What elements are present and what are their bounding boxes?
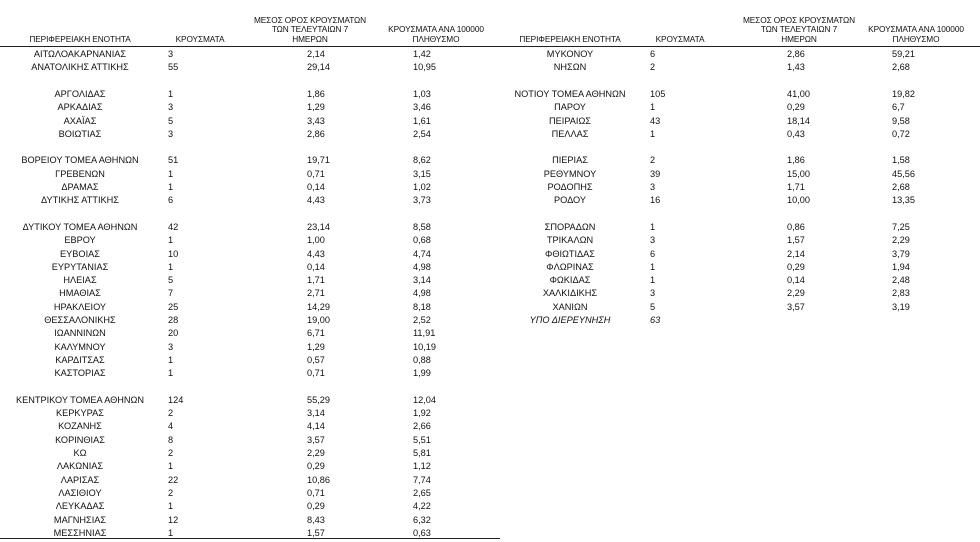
cases-value: 51 — [168, 155, 179, 166]
region-name: ΑΙΤΩΛΟΑΚΑΡΝΑΝΙΑΣ — [33, 49, 127, 59]
region-name: ΚΑΡΔΙΤΣΑΣ — [55, 354, 105, 365]
per100k-value: 2,29 — [892, 235, 910, 246]
region-name: ΦΩΚΙΔΑΣ — [549, 275, 591, 286]
avg-value: 2,86 — [787, 49, 805, 59]
per100k-value: 1,58 — [892, 155, 910, 166]
cases-value: 28 — [168, 315, 179, 325]
table-row — [0, 261, 500, 274]
table-bottom-rule — [0, 538, 500, 539]
avg-value: 0,29 — [307, 461, 325, 472]
per100k-value: 3,19 — [892, 301, 910, 312]
per100k-value: 4,98 — [413, 261, 431, 272]
region-name: ΓΡΕΒΕΝΩΝ — [55, 168, 105, 179]
table-row — [0, 514, 500, 527]
cases-value: 10 — [168, 248, 179, 259]
cases-value: 3 — [650, 235, 656, 246]
cases-value: 3 — [168, 49, 174, 59]
cases-value: 42 — [168, 221, 179, 232]
table-row — [0, 154, 500, 167]
avg-value: 2,14 — [787, 248, 805, 259]
avg-value: 0,29 — [787, 261, 805, 272]
region-name: ΛΑΡΙΣΑΣ — [60, 474, 100, 485]
region-name: ΛΑΚΩΝΙΑΣ — [56, 461, 104, 472]
table-row — [0, 287, 500, 300]
cases-value: 1 — [650, 275, 656, 286]
table-row — [0, 460, 500, 473]
region-name: ΧΑΛΚΙΔΙΚΗΣ — [542, 288, 598, 299]
cases-value: 63 — [650, 315, 661, 325]
avg-value: 19,00 — [307, 315, 330, 325]
per100k-value: 6,7 — [892, 102, 905, 113]
per100k-value: 8,62 — [413, 155, 431, 166]
cases-value: 8 — [168, 434, 174, 445]
table-row — [500, 128, 980, 141]
region-name: ΑΧΑΪΑΣ — [63, 115, 97, 126]
table-row — [500, 61, 980, 74]
region-name: ΚΑΛΥΜΝΟΥ — [54, 341, 106, 352]
region-name: ΥΠΟ ΔΙΕΡΕΥΝΗΣΗ — [529, 315, 611, 325]
per100k-value: 59,21 — [892, 49, 915, 59]
cases-value: 22 — [168, 474, 179, 485]
region-name: ΚΑΣΤΟΡΙΑΣ — [54, 368, 106, 379]
cases-value: 1 — [650, 128, 656, 139]
avg-value: 3,43 — [307, 115, 325, 126]
per100k-value: 2,66 — [413, 421, 431, 432]
region-name: ΒΟΙΩΤΙΑΣ — [58, 128, 102, 139]
avg-value: 2,14 — [307, 49, 325, 59]
per100k-value: 4,98 — [413, 288, 431, 299]
region-name: ΗΡΑΚΛΕΙΟΥ — [53, 301, 107, 312]
table-row — [0, 434, 500, 447]
cases-value: 3 — [168, 102, 174, 113]
cases-value: 6 — [650, 248, 656, 259]
cases-value: 1 — [650, 261, 656, 272]
table-row — [0, 221, 500, 234]
region-name: ΚΟΡΙΝΘΙΑΣ — [55, 434, 105, 445]
avg-value: 1,71 — [307, 275, 325, 286]
region-name: ΠΑΡΟΥ — [554, 102, 586, 113]
table-row — [0, 194, 500, 207]
header-cases: ΚΡΟΥΣΜΑΤΑ — [655, 34, 705, 45]
cases-value: 1 — [168, 261, 174, 272]
table-row — [0, 367, 500, 380]
avg-value: 10,00 — [787, 195, 810, 206]
header-cases: ΚΡΟΥΣΜΑΤΑ — [175, 34, 225, 45]
header-per100k: ΚΡΟΥΣΜΑΤΑ ΑΝΑ 100000 ΠΛΗΘΥΣΜΟ — [868, 24, 964, 45]
table-row — [500, 48, 980, 61]
cases-value: 16 — [650, 195, 661, 206]
region-name: ΕΥΡΥΤΑΝΙΑΣ — [51, 261, 109, 272]
table-header — [500, 0, 980, 47]
cases-value: 1 — [168, 182, 174, 192]
region-name: ΝΟΤΙΟΥ ΤΟΜΕΑ ΑΘΗΝΩΝ — [514, 88, 626, 99]
table-row — [500, 234, 980, 247]
cases-value: 20 — [168, 328, 179, 339]
avg-value: 19,71 — [307, 155, 330, 166]
per100k-value: 5,81 — [413, 448, 431, 458]
avg-value: 10,86 — [307, 474, 330, 485]
region-name: ΜΕΣΣΗΝΙΑΣ — [53, 527, 107, 538]
cases-value: 5 — [168, 115, 174, 126]
region-name: ΣΠΟΡΑΔΩΝ — [544, 221, 596, 232]
per100k-value: 7,25 — [892, 221, 910, 232]
region-name: ΛΑΣΙΘΙΟΥ — [58, 487, 102, 498]
header-region: ΠΕΡΙΦΕΡΕΙΑΚΗ ΕΝΟΤΗΤΑ — [29, 34, 131, 45]
region-name: ΠΙΕΡΙΑΣ — [552, 155, 588, 166]
per100k-value: 0,72 — [892, 128, 910, 139]
avg-value: 2,71 — [307, 288, 325, 299]
per100k-value: 2,52 — [413, 315, 431, 325]
table-row — [500, 221, 980, 234]
table-row — [0, 181, 500, 194]
per100k-value: 8,58 — [413, 221, 431, 232]
table-row — [0, 487, 500, 500]
per100k-value: 5,51 — [413, 434, 431, 445]
region-name: ΑΡΓΟΛΙΔΑΣ — [54, 88, 106, 99]
per100k-value: 2,54 — [413, 128, 431, 139]
cases-value: 25 — [168, 301, 179, 312]
table-row — [500, 101, 980, 114]
region-name: ΚΟΖΑΝΗΣ — [58, 421, 102, 432]
avg-value: 2,86 — [307, 128, 325, 139]
table-row — [500, 261, 980, 274]
region-name: ΛΕΥΚΑΔΑΣ — [55, 501, 105, 512]
cases-value: 1 — [168, 368, 174, 379]
per100k-value: 9,58 — [892, 115, 910, 126]
per100k-value: 10,19 — [413, 341, 436, 352]
avg-value: 0,14 — [307, 182, 325, 192]
avg-value: 4,43 — [307, 248, 325, 259]
avg-value: 3,14 — [307, 408, 325, 419]
avg-value: 0,14 — [307, 261, 325, 272]
table-row — [0, 407, 500, 420]
table-row — [500, 154, 980, 167]
per100k-value: 0,63 — [413, 527, 431, 538]
cases-value: 1 — [168, 501, 174, 512]
table-row — [0, 500, 500, 513]
table-row — [0, 341, 500, 354]
cases-value: 2 — [650, 62, 656, 73]
cases-value: 1 — [168, 527, 174, 538]
cases-value: 6 — [650, 49, 656, 59]
per100k-value: 4,22 — [413, 501, 431, 512]
per100k-value: 3,79 — [892, 248, 910, 259]
table-row — [500, 314, 980, 327]
cases-value: 5 — [168, 275, 174, 286]
avg-value: 1,57 — [307, 527, 325, 538]
region-name: ΕΒΡΟΥ — [64, 235, 96, 246]
table-row — [0, 301, 500, 314]
avg-value: 29,14 — [307, 62, 330, 73]
per100k-value: 1,92 — [413, 408, 431, 419]
avg-value: 8,43 — [307, 514, 325, 525]
per100k-value: 10,95 — [413, 62, 436, 73]
cases-value: 39 — [650, 168, 661, 179]
per100k-value: 2,65 — [413, 487, 431, 498]
region-name: ΑΡΚΑΔΙΑΣ — [57, 102, 103, 113]
avg-value: 4,43 — [307, 195, 325, 206]
region-name: ΗΛΕΙΑΣ — [63, 275, 97, 286]
region-name: ΜΥΚΟΝΟΥ — [546, 49, 594, 59]
region-name: ΤΡΙΚΑΛΩΝ — [546, 235, 594, 246]
avg-value: 3,57 — [307, 434, 325, 445]
per100k-value: 0,88 — [413, 354, 431, 365]
region-name: ΡΟΔΟΠΗΣ — [547, 182, 593, 192]
avg-value: 14,29 — [307, 301, 330, 312]
per100k-value: 0,68 — [413, 235, 431, 246]
avg-value: 4,14 — [307, 421, 325, 432]
header-region: ΠΕΡΙΦΕΡΕΙΑΚΗ ΕΝΟΤΗΤΑ — [519, 34, 621, 45]
per100k-value: 11,91 — [413, 328, 436, 339]
header-avg: ΜΕΣΟΣ ΟΡΟΣ ΚΡΟΥΣΜΑΤΩΝ ΤΩΝ ΤΕΛΕΥΤΑΙΩΝ 7 ΗΜΕΡΩΝ — [742, 14, 856, 45]
table-header — [0, 0, 500, 47]
avg-value: 0,14 — [787, 275, 805, 286]
per100k-value: 12,04 — [413, 394, 436, 405]
cases-value: 1 — [650, 102, 656, 113]
per100k-value: 2,83 — [892, 288, 910, 299]
table-row — [0, 48, 500, 61]
per100k-value: 4,74 — [413, 248, 431, 259]
cases-value: 12 — [168, 514, 179, 525]
avg-value: 1,29 — [307, 341, 325, 352]
avg-value: 1,57 — [787, 235, 805, 246]
region-name: ΠΕΛΛΑΣ — [551, 128, 589, 139]
region-name: ΡΟΔΟΥ — [553, 195, 586, 206]
avg-value: 41,00 — [787, 88, 810, 99]
cases-value: 3 — [650, 182, 656, 192]
table-row — [500, 301, 980, 314]
region-name: ΒΟΡΕΙΟΥ ΤΟΜΕΑ ΑΘΗΝΩΝ — [21, 155, 139, 166]
cases-value: 2 — [168, 448, 174, 458]
table-row — [0, 354, 500, 367]
avg-value: 0,71 — [307, 368, 325, 379]
avg-value: 0,29 — [787, 102, 805, 113]
avg-value: 0,86 — [787, 221, 805, 232]
cases-value: 3 — [168, 341, 174, 352]
per100k-value: 7,74 — [413, 474, 431, 485]
table-row — [0, 394, 500, 407]
per100k-value: 1,61 — [413, 115, 431, 126]
per100k-value: 19,82 — [892, 88, 915, 99]
avg-value: 6,71 — [307, 328, 325, 339]
avg-value: 23,14 — [307, 221, 330, 232]
table-row — [0, 248, 500, 261]
table-row — [0, 128, 500, 141]
avg-value: 3,57 — [787, 301, 805, 312]
table-row — [0, 88, 500, 101]
region-name: ΜΑΓΝΗΣΙΑΣ — [53, 514, 107, 525]
region-name: ΚΩ — [73, 448, 87, 458]
cases-value: 1 — [650, 221, 656, 232]
per100k-value: 1,12 — [413, 461, 431, 472]
region-name: ΡΕΘΥΜΝΟΥ — [543, 168, 597, 179]
avg-value: 0,71 — [307, 487, 325, 498]
per100k-value: 45,56 — [892, 168, 915, 179]
table-row — [0, 234, 500, 247]
table-row — [0, 314, 500, 327]
table-row — [500, 88, 980, 101]
avg-value: 2,29 — [307, 448, 325, 458]
region-name: ΦΛΩΡΙΝΑΣ — [546, 261, 594, 272]
table-row — [0, 274, 500, 287]
avg-value: 1,86 — [307, 88, 325, 99]
table-row — [0, 101, 500, 114]
avg-value: 1,71 — [787, 182, 805, 192]
avg-value: 0,57 — [307, 354, 325, 365]
per100k-value: 2,68 — [892, 62, 910, 73]
avg-value: 1,43 — [787, 62, 805, 73]
region-name: ΔΥΤΙΚΟΥ ΤΟΜΕΑ ΑΘΗΝΩΝ — [22, 221, 138, 232]
table-row — [0, 420, 500, 433]
header-avg: ΜΕΣΟΣ ΟΡΟΣ ΚΡΟΥΣΜΑΤΩΝ ΤΩΝ ΤΕΛΕΥΤΑΙΩΝ 7 ΗΜΕΡΩΝ — [253, 14, 367, 45]
table-row — [0, 61, 500, 74]
cases-value: 124 — [168, 394, 184, 405]
region-name: ΚΕΡΚΥΡΑΣ — [56, 408, 104, 419]
header-per100k: ΚΡΟΥΣΜΑΤΑ ΑΝΑ 100000 ΠΛΗΘΥΣΜΟ — [388, 24, 484, 45]
avg-value: 55,29 — [307, 394, 330, 405]
region-name: ΔΡΑΜΑΣ — [61, 182, 99, 192]
cases-value: 55 — [168, 62, 179, 73]
per100k-value: 13,35 — [892, 195, 915, 206]
per100k-value: 8,18 — [413, 301, 431, 312]
avg-value: 18,14 — [787, 115, 810, 126]
per100k-value: 2,48 — [892, 275, 910, 286]
per100k-value: 6,32 — [413, 514, 431, 525]
table-row — [500, 194, 980, 207]
per100k-value: 1,02 — [413, 182, 431, 192]
cases-value: 4 — [168, 421, 174, 432]
table-row — [0, 115, 500, 128]
table-row — [500, 248, 980, 261]
cases-value: 43 — [650, 115, 661, 126]
per100k-value: 3,14 — [413, 275, 431, 286]
cases-value: 1 — [168, 88, 174, 99]
cases-value: 7 — [168, 288, 174, 299]
table-row — [0, 474, 500, 487]
cases-value: 1 — [168, 354, 174, 365]
region-name: ΘΕΣΣΑΛΟΝΙΚΗΣ — [44, 315, 116, 325]
cases-value: 1 — [168, 235, 174, 246]
cases-value: 2 — [650, 155, 656, 166]
region-name: ΗΜΑΘΙΑΣ — [59, 288, 101, 299]
table-row — [500, 287, 980, 300]
cases-value: 1 — [168, 168, 174, 179]
per100k-value: 1,99 — [413, 368, 431, 379]
per100k-value: 3,73 — [413, 195, 431, 206]
avg-value: 2,29 — [787, 288, 805, 299]
per100k-value: 1,03 — [413, 88, 431, 99]
avg-value: 0,71 — [307, 168, 325, 179]
region-name: ΦΘΙΩΤΙΔΑΣ — [544, 248, 595, 259]
cases-value: 105 — [650, 88, 666, 99]
avg-value: 0,43 — [787, 128, 805, 139]
table-row — [500, 181, 980, 194]
table-row — [500, 115, 980, 128]
cases-value: 6 — [168, 195, 174, 206]
per100k-value: 1,94 — [892, 261, 910, 272]
table-row — [0, 447, 500, 460]
region-name: ΚΕΝΤΡΙΚΟΥ ΤΟΜΕΑ ΑΘΗΝΩΝ — [15, 394, 145, 405]
region-name: ΙΩΑΝΝΙΝΩΝ — [54, 328, 106, 339]
cases-value: 1 — [168, 461, 174, 472]
region-name: ΠΕΙΡΑΙΩΣ — [549, 115, 591, 126]
avg-value: 1,86 — [787, 155, 805, 166]
table-row — [0, 168, 500, 181]
cases-value: 2 — [168, 487, 174, 498]
cases-value: 2 — [168, 408, 174, 419]
cases-value: 3 — [168, 128, 174, 139]
cases-value: 3 — [650, 288, 656, 299]
cases-value: 5 — [650, 301, 656, 312]
per100k-value: 1,42 — [413, 49, 431, 59]
avg-value: 15,00 — [787, 168, 810, 179]
per100k-value: 3,46 — [413, 102, 431, 113]
avg-value: 1,29 — [307, 102, 325, 113]
avg-value: 1,00 — [307, 235, 325, 246]
region-name: ΧΑΝΙΩΝ — [552, 301, 588, 312]
table-row — [500, 274, 980, 287]
region-name: ΑΝΑΤΟΛΙΚΗΣ ΑΤΤΙΚΗΣ — [31, 62, 129, 73]
per100k-value: 3,15 — [413, 168, 431, 179]
region-name: ΕΥΒΟΙΑΣ — [60, 248, 100, 259]
region-name: ΔΥΤΙΚΗΣ ΑΤΤΙΚΗΣ — [41, 195, 119, 206]
per100k-value: 2,68 — [892, 182, 910, 192]
table-row — [500, 168, 980, 181]
avg-value: 0,29 — [307, 501, 325, 512]
region-name: ΝΗΣΩΝ — [553, 62, 587, 73]
table-row — [0, 327, 500, 340]
